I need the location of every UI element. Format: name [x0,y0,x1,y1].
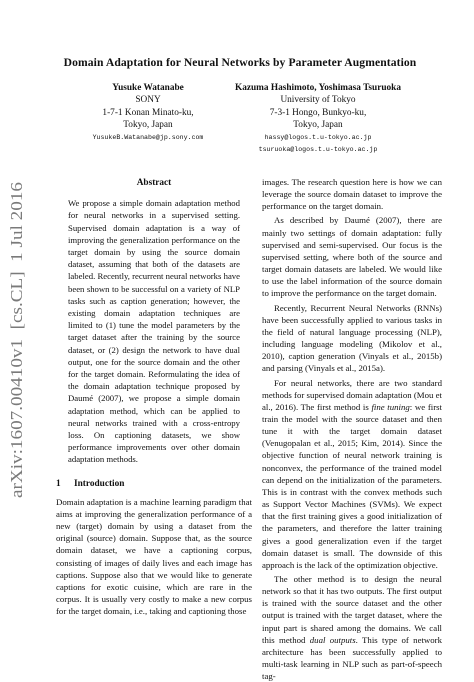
body-paragraph [262,377,442,572]
author-email[interactable]: hassy@logos.t.u-tokyo.ac.jp [264,133,372,141]
body-paragraph: As described by Daumé (2007), there are mainly two settings of domain adaptation: fully supervised and semi-supervised. Our focus is the supervised setting, where both of the source and target domain datasets are labeled. We would like to use the label information of the source domain to improve the performance on the target domain. [262,215,442,299]
left-column [56,176,252,617]
author-name: Yusuke Watanabe [112,83,184,93]
author-affiliation-line: Tokyo, Japan [293,120,343,131]
body-text: . This type of network architecture has been successfully applied to multi-task learning in NLP such as part-of-speech tag- [262,634,443,682]
author-email[interactable]: tsuruoka@logos.t.u-tokyo.ac.jp [258,145,378,153]
body-text: The other method is to design the neural network so that it has two outputs. The first output is trained with the source dataset and the other output is trained with the target dataset, where the input part is shared among the domains. We call this method [262,574,442,645]
paper-title: Domain Adaptation for Neural Networks by Parameter Augmentation [63,56,417,69]
emphasis-fine-tuning: fine tuning [371,401,410,412]
author-affiliation-line: SONY [135,95,161,106]
section-title: Introduction [74,478,125,489]
author-email[interactable]: YusukeB.Watanabe@jp.sony.com [92,133,204,141]
author-affiliation-line: 7-3-1 Hongo, Bunkyo-ku, [269,107,367,118]
arxiv-identifier-text: arXiv:1607.00410v1 [cs.CL] 1 Jul 2016 [7,217,26,498]
author-affiliation-line: University of Tokyo [280,95,356,106]
author-name: Kazuma Hashimoto, Yoshimasa Tsuruoka [234,83,401,93]
author-block-1 [88,82,208,144]
section-heading-introduction [56,478,252,490]
body-paragraph: images. The research question here is how we can leverage the source domain dataset to improve the performance on the target domain. [262,177,442,212]
abstract-heading: Abstract [136,178,172,188]
body-paragraph [262,573,442,682]
right-column [262,176,442,682]
author-affiliation-line: Tokyo, Japan [123,120,173,131]
author-block-2 [230,82,406,156]
section-number: 1 [56,478,61,489]
body-text: : we first train the model with the source dataset and then tune it with the target domain dataset (Venugopalan et al., 2015; Kim, 2014). Since the objective function of neural network training is nonconvex, the performance of the trained model can depend on the initialization of the parameters. This is in contrast with the convex methods such as Support Vector Machines (SVMs). We expect that the first training gives a good initialization of the parameters, and therefore the latter training gives a good generalization even if the target domain dataset is small. The downside of this approach is the lack of the optimization objective. [262,401,442,570]
introduction-paragraph: Domain adaptation is a machine learning paradigm that aims at improving the generalization performance of a new (target) domain by using a dataset from the original (source) domain. Suppose that, as the source domain dataset, we have a captioning corpus, consisting of images of daily lives and each image has captions. Suppose also that we would like to generate captions for exotic cuisine, which are rare in the corpus. It is usually very costly to make a new corpus for the target domain, i.e., taking and captioning those [56,496,252,617]
body-paragraph: Recently, Recurrent Neural Networks (RNNs) have been successfully applied to various tasks in the field of natural language processing (NLP), including language modeling (Mikolov et al., 2010), caption generation (Vinyals et al., 2015b) and parsing (Vinyals et al., 2015a). [262,302,442,374]
author-affiliation-line: 1-7-1 Konan Minato-ku, [102,107,194,118]
body-text: For neural networks, there are two standard methods for supervised domain adaptation (Mou et al., 2016). The first method is [262,377,442,412]
abstract-text: We propose a simple domain adaptation method for neural networks in a supervised setting. Supervised domain adaptation is a way of improving the generalization performance on the target domain by using the source domain dataset, assuming that both of the datasets are labeled. Recently, recurrent neural networks have been shown to be successful on a variety of NLP tasks such as caption generation; however, the existing domain adaptation techniques are limited to (1) tune the model parameters by the target dataset after the training by the source dataset, or (2) design the network to have dual output, one for the source domain and the other for the target domain. Reformulating the idea of the domain adaptation technique proposed by Daumé (2007), we propose a simple domain adaptation method, which can be applied to neural networks trained with a cross-entropy loss. On captioning datasets, we show performance improvements over other domain adaptation methods. [68,198,240,465]
emphasis-dual-outputs: dual outputs [309,634,356,645]
arxiv-identifier-stamp[interactable] [6,180,28,500]
